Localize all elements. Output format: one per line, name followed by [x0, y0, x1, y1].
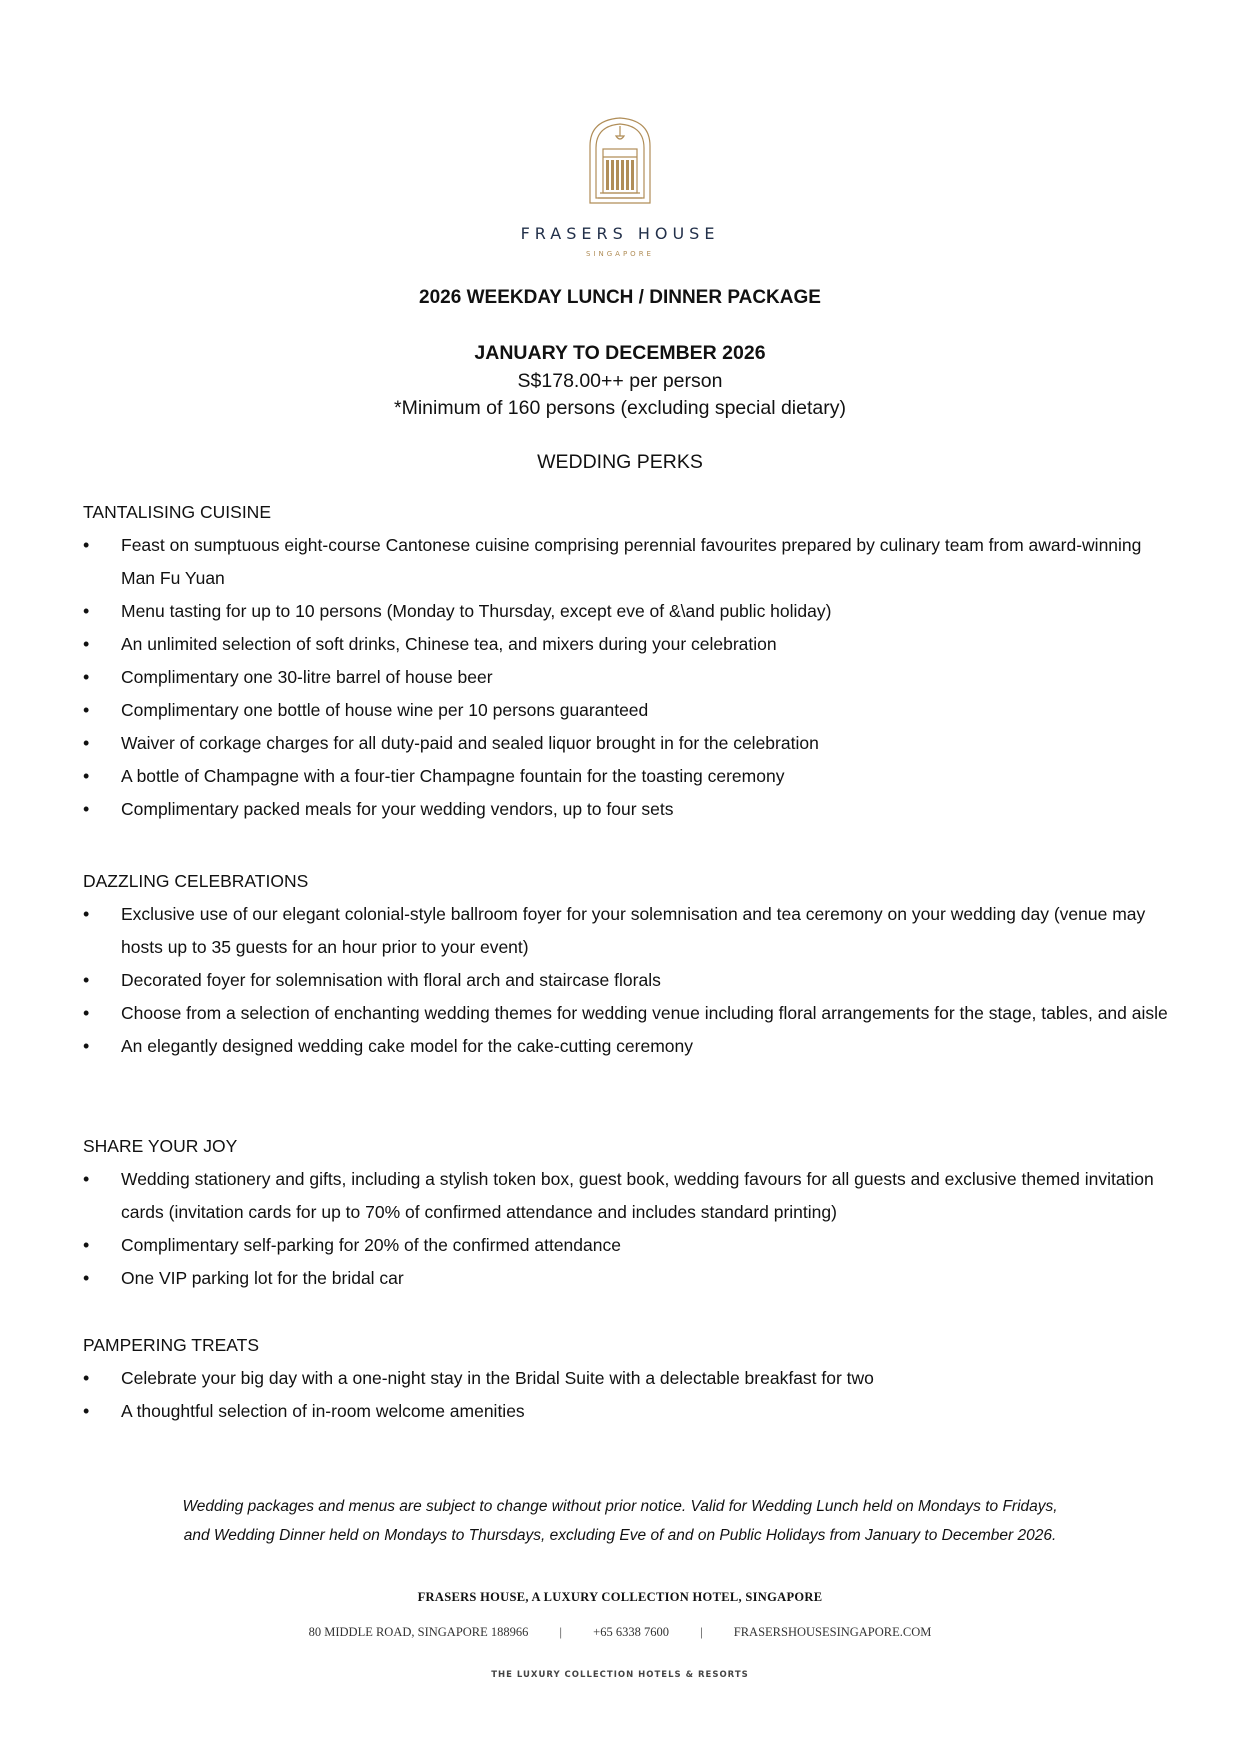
perks-heading: WEDDING PERKS: [537, 451, 703, 473]
section-heading: PAMPERING TREATS: [83, 1335, 259, 1355]
terms-notice-line: and Wedding Dinner held on Mondays to Thursdays, excluding Eve of and on Public Holidays from January to December 2026.: [183, 1527, 1057, 1544]
brand-name: FRASERS HOUSE: [520, 224, 720, 243]
perk-list: [83, 529, 1173, 826]
package-minimum: *Minimum of 160 persons (excluding special dietary): [394, 397, 846, 419]
package-title: 2026 WEEKDAY LUNCH / DINNER PACKAGE: [419, 287, 821, 308]
package-price: S$178.00++ per person: [517, 370, 723, 392]
footer-address: 80 MIDDLE ROAD, SINGAPORE 188966: [308, 1625, 529, 1639]
perk-item: • Wedding stationery and gifts, including a stylish token box, guest book, wedding favours for all guests and exclusive themed invitation cards (invitation cards for up to 70% of confirmed attendance and includes standard printing): [83, 1163, 1173, 1229]
perk-item: • Exclusive use of our elegant colonial-style ballroom foyer for your solemnisation and tea ceremony on your wedding day (venue may hosts up to 35 guests for an hour prior to your event): [83, 898, 1173, 964]
footer-separator: |: [559, 1625, 563, 1639]
arched-window-logo-icon: [588, 116, 652, 204]
section-pampering-treats: [83, 1329, 1173, 1428]
perk-item: • Decorated foyer for solemnisation with floral arch and staircase florals: [83, 964, 1173, 997]
footer-hotel-name: FRASERS HOUSE, A LUXURY COLLECTION HOTEL, SINGAPORE: [417, 1590, 823, 1604]
footer-separator: |: [700, 1625, 703, 1639]
section-dazzling-celebrations: [83, 865, 1173, 1063]
perk-item: • A thoughtful selection of in-room welcome amenities: [83, 1395, 1173, 1428]
brand-location: SINGAPORE: [586, 250, 654, 258]
perk-item: • Menu tasting for up to 10 persons (Monday to Thursday, except eve of &\and public holiday): [83, 595, 1173, 628]
perk-item: • An unlimited selection of soft drinks, Chinese tea, and mixers during your celebration: [83, 628, 1173, 661]
perk-list: [83, 898, 1173, 1063]
section-share-your-joy: [83, 1130, 1173, 1295]
perk-item: • An elegantly designed wedding cake model for the cake-cutting ceremony: [83, 1030, 1173, 1063]
section-tantalising-cuisine: [83, 496, 1173, 826]
perk-item: • A bottle of Champagne with a four-tier Champagne fountain for the toasting ceremony: [83, 760, 1173, 793]
perk-item: • Complimentary packed meals for your wedding vendors, up to four sets: [83, 793, 1173, 826]
package-period: JANUARY TO DECEMBER 2026: [474, 342, 766, 364]
section-heading: SHARE YOUR JOY: [83, 1136, 238, 1156]
perk-item: • Complimentary self-parking for 20% of the confirmed attendance: [83, 1229, 1173, 1262]
perk-item: • Choose from a selection of enchanting wedding themes for wedding venue including floral arrangements for the stage, tables, and aisle: [83, 997, 1173, 1030]
perk-item: • One VIP parking lot for the bridal car: [83, 1262, 1173, 1295]
perk-list: [83, 1163, 1173, 1295]
perk-item: • Celebrate your big day with a one-night stay in the Bridal Suite with a delectable breakfast for two: [83, 1362, 1173, 1395]
perk-item: • Complimentary one bottle of house wine per 10 persons guaranteed: [83, 694, 1173, 727]
perk-list: [83, 1362, 1173, 1428]
perk-item: • Feast on sumptuous eight-course Cantonese cuisine comprising perennial favourites prepared by culinary team from award-winning Man Fu Yuan: [83, 529, 1173, 595]
footer-website-link[interactable]: FRASERSHOUSESINGAPORE.COM: [733, 1625, 932, 1639]
terms-notice: [0, 1492, 1240, 1550]
footer-contact: [0, 1625, 1240, 1640]
footer-group-name: THE LUXURY COLLECTION HOTELS & RESORTS: [491, 1670, 749, 1680]
section-heading: TANTALISING CUISINE: [83, 502, 271, 522]
terms-notice-line: Wedding packages and menus are subject to change without prior notice. Valid for Wedding Lunch held on Mondays to Fridays,: [182, 1498, 1058, 1515]
section-heading: DAZZLING CELEBRATIONS: [83, 871, 309, 891]
perk-item: • Complimentary one 30-litre barrel of house beer: [83, 661, 1173, 694]
footer-phone[interactable]: +65 6338 7600: [593, 1625, 669, 1639]
perk-item: • Waiver of corkage charges for all duty-paid and sealed liquor brought in for the celebration: [83, 727, 1173, 760]
